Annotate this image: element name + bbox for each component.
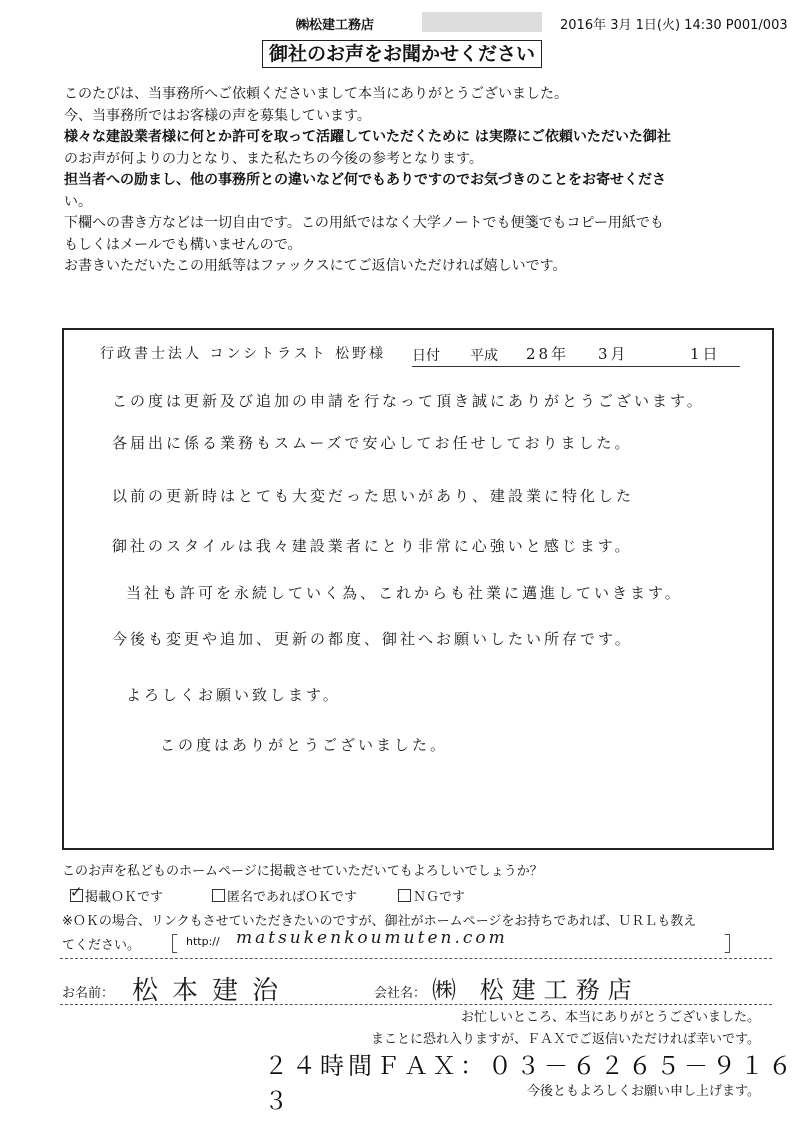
fax-number: ２４時間ＦＡＸ：０３－６２６５－９１６３ bbox=[264, 1052, 796, 1115]
url-value[interactable]: matsukenkoumuten.com bbox=[236, 928, 508, 948]
message-line: 以前の更新時はとても大変だった思いがあり、建設業に特化した bbox=[112, 487, 635, 505]
message-line: 当社も許可を永続していく為、これからも社業に邁進していきます。 bbox=[126, 584, 683, 602]
url-bracket-close: ］ bbox=[724, 932, 744, 956]
company-label: 会社名： bbox=[374, 986, 427, 1001]
checkbox-icon bbox=[212, 889, 225, 902]
checkbox-icon bbox=[398, 889, 411, 902]
date-era: 平成 bbox=[470, 348, 498, 364]
form-title: 御社のお声をお聞かせください bbox=[262, 40, 542, 68]
footer-closing: 今後ともよろしくお願い申し上げます。 bbox=[527, 1084, 760, 1099]
date-month: 3月 bbox=[598, 345, 629, 363]
name-label: お名前： bbox=[62, 986, 115, 1001]
fax-sender: ㈱松建工務店 bbox=[296, 18, 375, 33]
message-addressee: 行政書士法人 コンシトラスト 松野様 bbox=[100, 346, 387, 362]
option-anonymous-ok[interactable] bbox=[212, 886, 357, 905]
url-bracket-open: ［ bbox=[158, 932, 178, 956]
date-year: 28年 bbox=[526, 345, 570, 363]
section-divider bbox=[60, 958, 772, 959]
name-value: 松本建治 bbox=[132, 976, 293, 1006]
option-ng[interactable] bbox=[398, 886, 465, 905]
message-line: 各届出に係る業務もスムーズで安心してお任せしておりました。 bbox=[112, 434, 633, 452]
intro-line: のお声が何よりの力となり、また私たちの今後の参考となります。 bbox=[64, 150, 483, 167]
intro-line: 今、当事務所ではお客様の声を募集しています。 bbox=[64, 107, 371, 124]
option-label: 掲載ＯＫです bbox=[85, 890, 164, 905]
date-day: 1日 bbox=[690, 345, 721, 363]
checkbox-icon bbox=[70, 889, 83, 902]
intro-line: このたびは、当事務所へご依頼くださいまして本当にありがとうございました。 bbox=[64, 86, 568, 102]
intro-line: もしくはメールでも構いませんので。 bbox=[64, 236, 302, 253]
option-publish-ok[interactable] bbox=[70, 886, 163, 905]
option-label: 匿名であればＯＫです bbox=[227, 890, 358, 905]
intro-line: お書きいただいたこの用紙等はファックスにてご返信いただければ嬉しいです。 bbox=[64, 258, 567, 274]
url-note-line1: ※ＯＫの場合、リンクもさせていただきたいのですが、御社がホームページをお持ちであれば、ＵＲＬも教え bbox=[62, 914, 697, 929]
option-label: ＮＧです bbox=[413, 890, 466, 905]
message-line: この度は更新及び追加の申請を行なって頂き誠にありがとうございます。 bbox=[112, 392, 705, 410]
footer-thanks: お忙しいところ、本当にありがとうございました。 bbox=[460, 1010, 760, 1025]
company-value: ㈱ 松建工務店 bbox=[432, 976, 640, 1004]
redacted-block bbox=[422, 12, 542, 32]
message-line: 今後も変更や追加、更新の都度、御社へお願いしたい所存です。 bbox=[112, 630, 633, 648]
message-line: 御社のスタイルは我々建設業者にとり非常に心強いと感じます。 bbox=[112, 537, 633, 555]
message-line: よろしくお願い致します。 bbox=[126, 686, 341, 704]
intro-line: い。 bbox=[64, 193, 92, 210]
footer-apology: まことに恐れ入りますが、ＦＡＸでご返信いただければ幸いです。 bbox=[371, 1032, 760, 1047]
fax-datetime: 2016年 3月 1日(火) 14:30 P001/003 bbox=[560, 18, 788, 33]
intro-text bbox=[64, 84, 774, 278]
date-label: 日付 bbox=[412, 348, 440, 364]
date-underline bbox=[412, 366, 740, 367]
consent-question: このお声を私どものホームページに掲載させていただいてもよろしいでしょうか？ bbox=[62, 864, 543, 879]
intro-line: 担当者への励まし、他の事務所との違いなど何でもありですのでお気づきのことをお寄せくださ bbox=[64, 172, 666, 188]
url-note-line2: てください。 bbox=[62, 938, 141, 953]
intro-line: 様々な建設業者様に何とか許可を取って活躍していただくために は実際にご依頼いただいた御社 bbox=[64, 129, 671, 145]
section-divider bbox=[60, 1004, 772, 1005]
url-prefix: http:// bbox=[186, 935, 220, 948]
intro-line: 下欄への書き方などは一切自由です。この用紙ではなく大学ノートでも便箋でもコピー用紙でも bbox=[64, 215, 664, 231]
message-line: この度はありがとうございました。 bbox=[160, 736, 449, 754]
